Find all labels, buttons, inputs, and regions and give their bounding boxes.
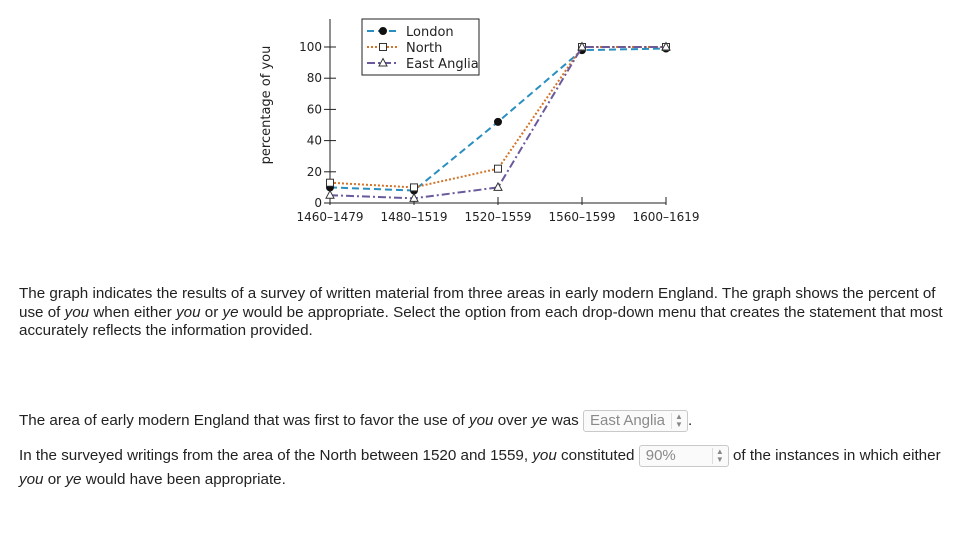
percent-dropdown[interactable] xyxy=(639,445,729,467)
statement-text: would have been appropriate. xyxy=(81,471,286,488)
legend-marker xyxy=(380,28,387,35)
statement-text: was xyxy=(547,412,579,430)
dropdown-arrows-icon: ▲ ▼ xyxy=(671,413,683,429)
question-description xyxy=(19,285,959,341)
y-tick-label: 40 xyxy=(306,133,322,148)
statement-text: you xyxy=(468,412,494,430)
dropdown-arrows-icon: ▲ ▼ xyxy=(712,448,724,464)
statement-text: . xyxy=(687,412,693,430)
statement-text: or xyxy=(43,471,66,488)
line-chart xyxy=(0,0,976,240)
description-text: would be appropriate. Select the option from each drop-down menu that creates the statement that most accurately reflects the information provided. xyxy=(19,303,943,339)
description-text: ye xyxy=(222,303,239,321)
legend-label: North xyxy=(406,41,443,56)
statement-text: ye xyxy=(531,412,548,430)
statement-text: you xyxy=(532,447,557,464)
description-text: you xyxy=(176,303,201,321)
legend-label: East Anglia xyxy=(406,57,479,72)
legend-marker xyxy=(380,44,387,51)
x-tick-label: 1600–1619 xyxy=(632,210,700,224)
x-tick-label: 1460–1479 xyxy=(296,210,364,224)
area-dropdown[interactable] xyxy=(583,410,688,432)
y-tick-label: 0 xyxy=(314,196,322,210)
x-tick-label: 1480–1519 xyxy=(380,210,448,224)
statement-text: constituted xyxy=(556,447,635,464)
y-tick-label: 20 xyxy=(306,164,322,179)
data-point xyxy=(327,179,334,186)
statement-1 xyxy=(19,410,959,432)
y-axis-title: percentage of you xyxy=(259,45,274,165)
description-text: you xyxy=(64,303,90,321)
data-point xyxy=(494,183,502,191)
data-point xyxy=(495,118,502,125)
y-tick-label: 80 xyxy=(306,71,322,86)
percent-dropdown-value: 90% xyxy=(645,446,676,464)
statement-text: over xyxy=(493,412,532,430)
x-tick-label: 1560–1599 xyxy=(548,210,616,224)
chart-legend xyxy=(362,19,479,75)
y-tick-label: 60 xyxy=(306,102,322,117)
description-text: The graph indicates the results of a survey of written material from three areas in early modern England. The graph shows the percent of use of xyxy=(19,285,936,321)
description-text: or xyxy=(200,303,223,321)
x-tick-label: 1520–1559 xyxy=(464,210,532,224)
statement-text: The area of early modern England that was first to favor the use of xyxy=(19,412,469,430)
statement-text: ye xyxy=(65,471,82,488)
area-dropdown-value: East Anglia xyxy=(589,412,666,429)
data-point xyxy=(411,184,418,191)
statement-text: of the instances in which either xyxy=(728,447,941,464)
description-text: when either xyxy=(89,303,177,321)
data-point xyxy=(495,165,502,172)
y-tick-label: 100 xyxy=(299,40,322,54)
statement-2 xyxy=(19,444,959,492)
statement-text: In the surveyed writings from the area of the North between 1520 and 1559, xyxy=(19,447,533,464)
statement-text: you xyxy=(19,471,44,488)
legend-label: London xyxy=(406,25,454,40)
